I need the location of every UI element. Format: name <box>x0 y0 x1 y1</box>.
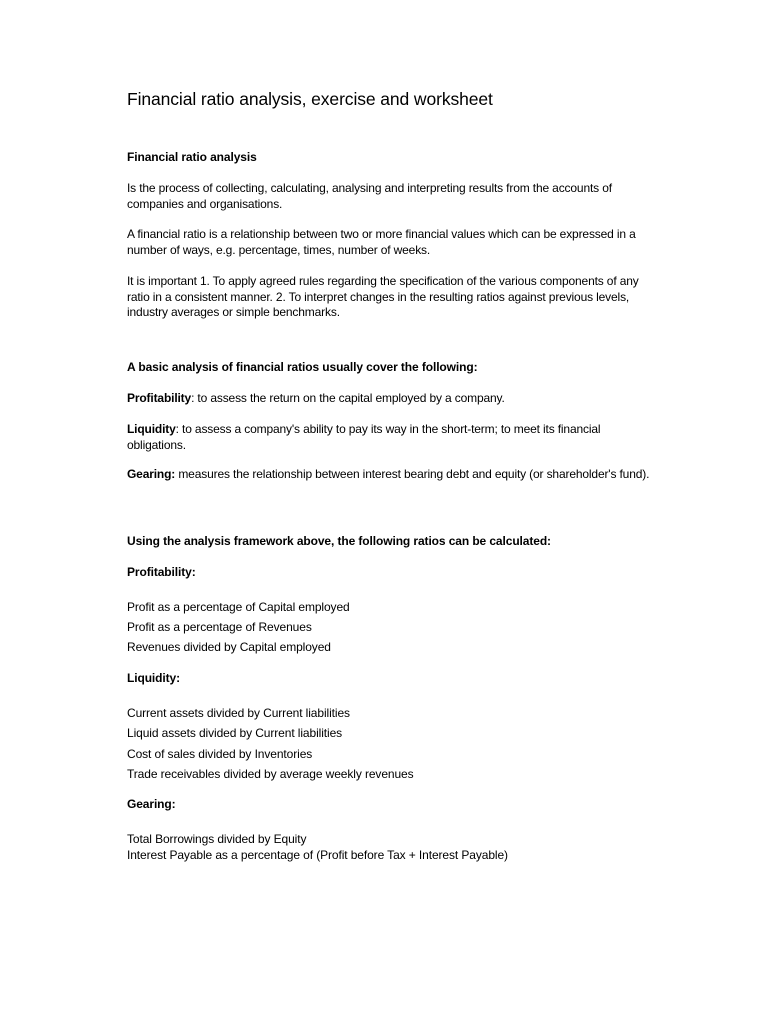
paragraph-definition <box>127 181 662 212</box>
subheading-profitability: Profitability: <box>127 565 196 579</box>
definition-liquidity <box>127 422 662 453</box>
paragraph-ratio-definition <box>127 227 662 258</box>
list-item: Trade receivables divided by average weekly revenues <box>127 767 414 781</box>
definition-text: measures the relationship between interest bearing debt and equity (or shareholder's fund). <box>175 467 650 481</box>
definition-gearing <box>127 467 662 483</box>
paragraph-text: A financial ratio is a relationship between two or more financial values which can be expressed in a number of ways, e.g. percentage, times, number of weeks. <box>127 227 636 257</box>
document-title: Financial ratio analysis, exercise and worksheet <box>127 89 493 109</box>
term-liquidity: Liquidity <box>127 422 176 436</box>
term-profitability: Profitability <box>127 391 192 405</box>
section-heading-ratios: Using the analysis framework above, the following ratios can be calculated: <box>127 534 551 548</box>
term-gearing: Gearing: <box>127 467 176 481</box>
list-item: Revenues divided by Capital employed <box>127 640 331 654</box>
list-item: Total Borrowings divided by Equity <box>127 832 307 846</box>
paragraph-text: It is important 1. To apply agreed rules regarding the specification of the various components of any ratio in a consistent manner. 2. To interpret changes in the resulting ratios against previous levels, industry averages or simple benchmarks. <box>127 274 639 319</box>
list-item: Cost of sales divided by Inventories <box>127 747 313 761</box>
paragraph-text: Is the process of collecting, calculating, analysing and interpreting results from the accounts of companies and organisations. <box>127 181 612 211</box>
subheading-liquidity: Liquidity: <box>127 671 180 685</box>
list-item: Current assets divided by Current liabilities <box>127 706 350 720</box>
definition-profitability <box>127 391 662 407</box>
subheading-gearing: Gearing: <box>127 797 176 811</box>
paragraph-importance <box>127 274 662 321</box>
definition-text: : to assess the return on the capital employed by a company. <box>191 391 505 405</box>
list-item: Profit as a percentage of Capital employed <box>127 600 350 614</box>
list-item: Profit as a percentage of Revenues <box>127 620 312 634</box>
definition-text: : to assess a company's ability to pay its way in the short-term; to meet its financial obligations. <box>127 422 601 452</box>
list-item: Liquid assets divided by Current liabilities <box>127 726 343 740</box>
list-item: Interest Payable as a percentage of (Profit before Tax + Interest Payable) <box>127 848 508 862</box>
section-heading-basic-analysis: A basic analysis of financial ratios usually cover the following: <box>127 360 478 374</box>
document-page <box>127 0 662 1024</box>
section-heading-financial-ratio-analysis: Financial ratio analysis <box>127 150 257 164</box>
